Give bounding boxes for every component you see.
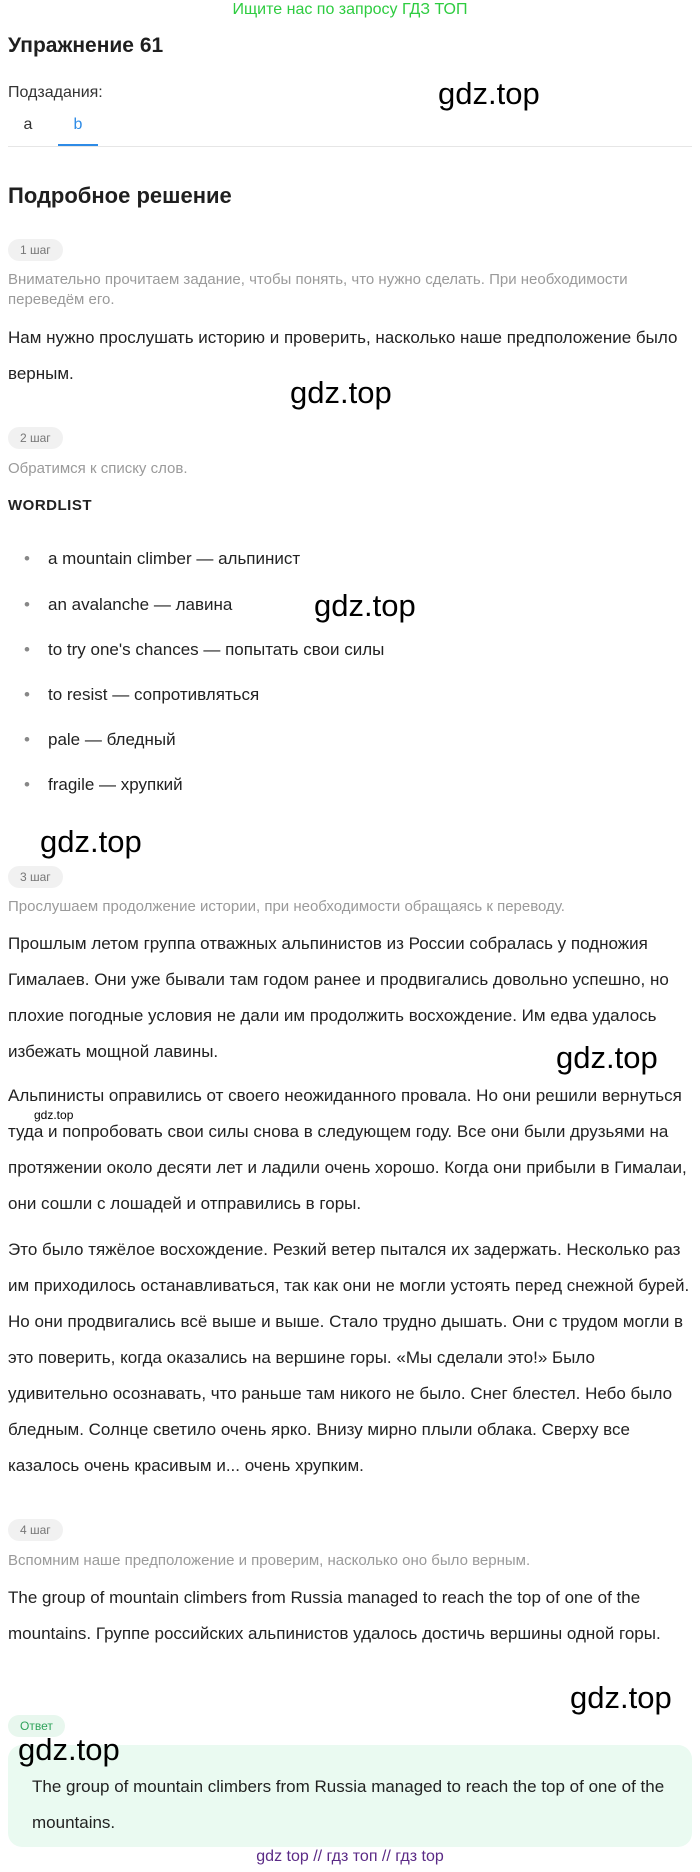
story-paragraph: Это было тяжёлое восхождение. Резкий ветер пытался их задержать. Несколько раз им приходилось останавливаться, так как они не могли устоять перед снежной бурей. Но они продвигались всё выше и выше. Стало трудно дышать. Они с трудом могли в это поверить, когда оказались на вершине горы. «Мы сделали это!» Было удивительно осознавать, что раньше там никого не было. Снег блестел. Небо было бледным. Солнце светило очень ярко. Внизу мирно плыли облака. Сверху все казалось очень красивым и... очень хрупким.	[8, 1240, 690, 1475]
watermark: gdz.top	[570, 1680, 672, 1715]
footer-links[interactable]: gdz top // гдз топ // гдз top	[256, 1848, 444, 1865]
watermark: gdz.top	[290, 375, 392, 410]
tab-subtask-b[interactable]: b	[73, 116, 83, 133]
wordlist-item-text: to try one's chances — попытать свои силы	[48, 640, 385, 659]
wordlist-item-text: an avalanche — лавина	[48, 595, 233, 614]
step-badge: 3 шаг	[8, 866, 63, 888]
wordlist-item	[24, 639, 384, 661]
watermark: gdz.top	[18, 1732, 120, 1767]
story-paragraph: Альпинисты оправились от своего неожиданного провала. Но они решили вернуться туда и попробовать свои силы снова в следующем году. Все они были друзьями на протяжении около десяти лет и ладили очень хорошо. Когда они прибыли в Гималаи, они сошли с лошадей и отправились в горы.	[8, 1086, 687, 1213]
watermark: gdz.top	[40, 824, 142, 859]
subtasks-label: Подзадания:	[8, 84, 103, 101]
wordlist-item-text: a mountain climber — альпинист	[48, 549, 301, 568]
step-hint: Вспомним наше предположение и проверим, насколько оно было верным.	[8, 1552, 531, 1569]
step-badge: 2 шаг	[8, 427, 63, 449]
wordlist-item	[24, 684, 259, 706]
watermark: gdz.top	[34, 1108, 74, 1122]
section-title: Подробное решение	[8, 183, 232, 208]
step-text: The group of mountain climbers from Russia managed to reach the top of one of the mountains. Группе российских альпинистов удалось достичь вершины одной горы.	[8, 1588, 661, 1643]
bullet: •	[24, 685, 30, 704]
step-badge: 1 шаг	[8, 239, 63, 261]
step-hint: Обратимся к списку слов.	[8, 460, 188, 477]
watermark: gdz.top	[314, 588, 416, 623]
bullet: •	[24, 549, 30, 568]
wordlist-item	[24, 774, 183, 796]
tabs-divider	[8, 146, 692, 147]
watermark: gdz.top	[438, 76, 540, 111]
wordlist-item-text: to resist — сопротивляться	[48, 685, 260, 704]
bullet: •	[24, 640, 30, 659]
wordlist-item	[24, 594, 232, 616]
step-hint: Прослушаем продолжение истории, при необходимости обращаясь к переводу.	[8, 898, 565, 915]
tab-subtask-a[interactable]: a	[23, 116, 33, 133]
step-hint: Внимательно прочитаем задание, чтобы понять, что нужно сделать. При необходимости переведём его.	[8, 271, 628, 308]
wordlist-item-text: pale — бледный	[48, 730, 176, 749]
answer-badge: Ответ	[8, 1715, 65, 1737]
step-badge: 4 шаг	[8, 1519, 63, 1541]
wordlist-item	[24, 729, 176, 751]
bullet: •	[24, 730, 30, 749]
wordlist-item	[24, 548, 300, 570]
wordlist-title: WORDLIST	[8, 497, 92, 514]
step-text: Нам нужно прослушать историю и проверить, насколько наше предположение было верным.	[8, 328, 678, 383]
story-paragraph: Прошлым летом группа отважных альпинистов из России собралась у подножия Гималаев. Они уже бывали там годом ранее и продвигались довольно успешно, но плохие погодные условия не дали им продолжить восхождение. Им едва удалось избежать мощной лавины.	[8, 934, 669, 1061]
answer-text: The group of mountain climbers from Russia managed to reach the top of one of the mountains.	[32, 1777, 665, 1832]
wordlist-item-text: fragile — хрупкий	[48, 775, 183, 794]
exercise-title: Упражнение 61	[8, 34, 164, 57]
watermark: gdz.top	[556, 1040, 658, 1075]
bullet: •	[24, 595, 30, 614]
bullet: •	[24, 775, 30, 794]
promo-banner[interactable]: Ищите нас по запросу ГДЗ ТОП	[232, 1, 468, 18]
